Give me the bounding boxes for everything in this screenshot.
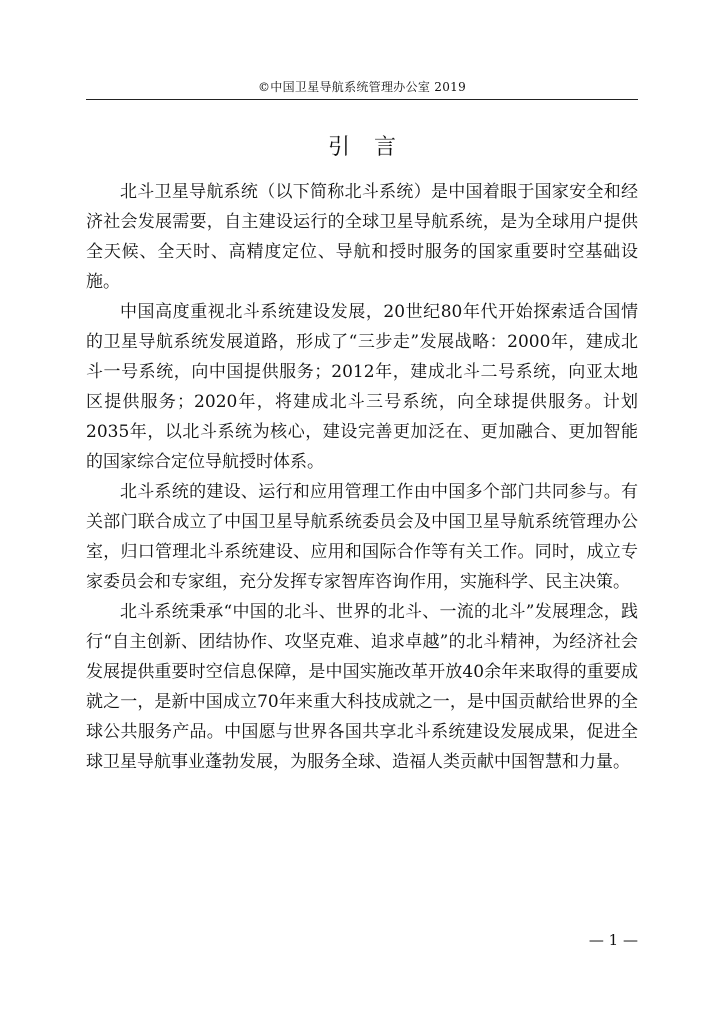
paragraph-1: 北斗卫星导航系统（以下简称北斗系统）是中国着眼于国家安全和经济社会发展需要，自主建设运行的全球卫星导航系统，是为全球用户提供全天候、全天时、高精度定位、导航和授时服务的国家重要时空基础设施。: [86, 182, 638, 292]
page-title: 引言: [327, 135, 420, 160]
page-header: ©中国卫星导航系统管理办公室 2019: [257, 80, 467, 94]
paragraph-2: 中国高度重视北斗系统建设发展，20世纪80年代开始探索适合国情的卫星导航系统发展道路，形成了“三步走”发展战略：2000年，建成北斗一号系统，向中国提供服务；2012年，建成北斗二号系统，向亚太地区提供服务；2020年，将建成北斗三号系统，向全球提供服务。计划2035年，以北斗系统为核心，建设完善更加泛在、更加融合、更加智能的国家综合定位导航授时体系。: [86, 302, 638, 472]
page-number: — 1 —: [588, 931, 638, 949]
paragraph-4: 北斗系统秉承“中国的北斗、世界的北斗、一流的北斗”发展理念，践行“自主创新、团结协作、攻坚克难、追求卓越”的北斗精神，为经济社会发展提供重要时空信息保障，是中国实施改革开放40余年来取得的重要成就之一，是新中国成立70年来重大科技成就之一，是中国贡献给世界的全球公共服务产品。中国愿与世界各国共享北斗系统建设发展成果，促进全球卫星导航事业蓬勃发展，为服务全球、造福人类贡献中国智慧和力量。: [86, 602, 638, 772]
header-rule: [86, 99, 638, 100]
paragraph-3: 北斗系统的建设、运行和应用管理工作由中国多个部门共同参与。有关部门联合成立了中国卫星导航系统委员会及中国卫星导航系统管理办公室，归口管理北斗系统建设、应用和国际合作等有关工作。同时，成立专家委员会和专家组，充分发挥专家智库咨询作用，实施科学、民主决策。: [86, 482, 638, 592]
body-text: [86, 177, 638, 777]
